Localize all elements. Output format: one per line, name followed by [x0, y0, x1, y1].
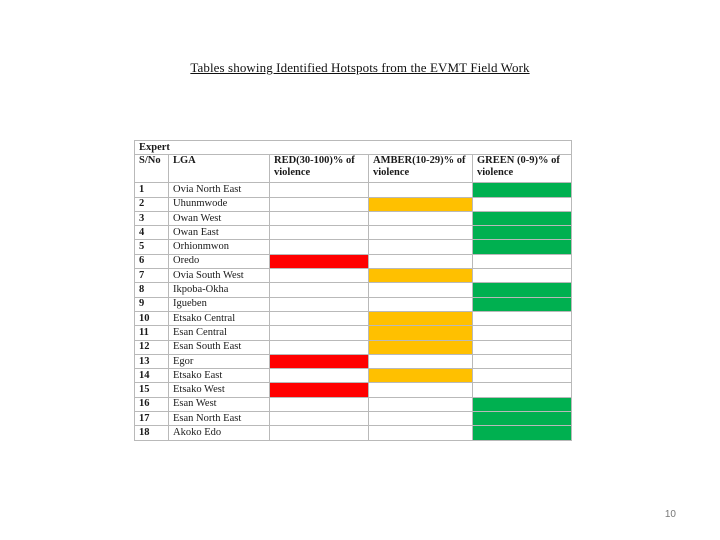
cell-green	[473, 311, 572, 325]
cell-amber	[369, 297, 473, 311]
cell-red	[270, 240, 369, 254]
row-sno: 3	[135, 211, 169, 225]
cell-red	[270, 183, 369, 197]
cell-red	[270, 354, 369, 368]
table-row	[135, 211, 572, 225]
cell-red	[270, 283, 369, 297]
cell-green	[473, 254, 572, 268]
row-sno: 13	[135, 354, 169, 368]
table-row	[135, 354, 572, 368]
row-sno: 15	[135, 383, 169, 397]
table-row	[135, 397, 572, 411]
cell-green	[473, 397, 572, 411]
cell-red	[270, 269, 369, 283]
row-sno: 8	[135, 283, 169, 297]
row-sno: 16	[135, 397, 169, 411]
header-lga: LGA	[169, 155, 270, 183]
table-row	[135, 426, 572, 440]
cell-amber	[369, 269, 473, 283]
header-sno: S/No	[135, 155, 169, 183]
cell-amber	[369, 211, 473, 225]
cell-amber	[369, 226, 473, 240]
row-lga: Owan East	[169, 226, 270, 240]
cell-amber	[369, 183, 473, 197]
row-lga: Esan Central	[169, 326, 270, 340]
cell-red	[270, 426, 369, 440]
row-sno: 4	[135, 226, 169, 240]
row-sno: 14	[135, 369, 169, 383]
cell-amber	[369, 254, 473, 268]
header-green: GREEN (0-9)% of violence	[473, 155, 572, 183]
cell-amber	[369, 383, 473, 397]
cell-amber	[369, 426, 473, 440]
cell-amber	[369, 354, 473, 368]
cell-red	[270, 197, 369, 211]
row-lga: Owan West	[169, 211, 270, 225]
row-lga: Esan South East	[169, 340, 270, 354]
table-row	[135, 412, 572, 426]
cell-green	[473, 426, 572, 440]
table-row	[135, 311, 572, 325]
cell-green	[473, 340, 572, 354]
table-caption: Expert	[135, 141, 572, 155]
row-sno: 2	[135, 197, 169, 211]
cell-amber	[369, 340, 473, 354]
row-lga: Egor	[169, 354, 270, 368]
cell-green	[473, 226, 572, 240]
cell-green	[473, 369, 572, 383]
header-amber: AMBER(10-29)% of violence	[369, 155, 473, 183]
row-sno: 11	[135, 326, 169, 340]
row-lga: Esan North East	[169, 412, 270, 426]
cell-amber	[369, 240, 473, 254]
row-sno: 12	[135, 340, 169, 354]
row-sno: 5	[135, 240, 169, 254]
cell-amber	[369, 283, 473, 297]
cell-red	[270, 369, 369, 383]
row-sno: 17	[135, 412, 169, 426]
row-lga: Igueben	[169, 297, 270, 311]
row-lga: Esan West	[169, 397, 270, 411]
row-lga: Ovia North East	[169, 183, 270, 197]
cell-green	[473, 269, 572, 283]
table-row	[135, 383, 572, 397]
cell-green	[473, 183, 572, 197]
cell-red	[270, 326, 369, 340]
cell-amber	[369, 197, 473, 211]
cell-red	[270, 340, 369, 354]
row-sno: 18	[135, 426, 169, 440]
cell-red	[270, 412, 369, 426]
cell-green	[473, 383, 572, 397]
table-row	[135, 197, 572, 211]
row-lga: Etsako East	[169, 369, 270, 383]
row-lga: Ovia South West	[169, 269, 270, 283]
row-lga: Oredo	[169, 254, 270, 268]
cell-amber	[369, 369, 473, 383]
table-row	[135, 340, 572, 354]
header-red: RED(30-100)% of violence	[270, 155, 369, 183]
slide-title: Tables showing Identified Hotspots from the EVMT Field Work	[190, 60, 530, 75]
cell-green	[473, 197, 572, 211]
cell-green	[473, 326, 572, 340]
row-lga: Orhionmwon	[169, 240, 270, 254]
row-sno: 10	[135, 311, 169, 325]
table-row	[135, 369, 572, 383]
cell-green	[473, 297, 572, 311]
row-lga: Etsako Central	[169, 311, 270, 325]
cell-green	[473, 412, 572, 426]
row-sno: 6	[135, 254, 169, 268]
row-lga: Etsako West	[169, 383, 270, 397]
table-header-row	[135, 155, 572, 183]
cell-red	[270, 254, 369, 268]
row-sno: 1	[135, 183, 169, 197]
cell-green	[473, 354, 572, 368]
table-row	[135, 240, 572, 254]
row-sno: 7	[135, 269, 169, 283]
cell-red	[270, 383, 369, 397]
row-lga: Akoko Edo	[169, 426, 270, 440]
table-row	[135, 226, 572, 240]
table-caption-row	[135, 141, 572, 155]
hotspot-table-container	[134, 140, 571, 441]
cell-green	[473, 240, 572, 254]
cell-red	[270, 226, 369, 240]
cell-red	[270, 397, 369, 411]
cell-amber	[369, 397, 473, 411]
hotspot-table	[134, 140, 572, 441]
row-lga: Ikpoba-Okha	[169, 283, 270, 297]
page-number: 10	[664, 509, 676, 520]
row-lga: Uhunmwode	[169, 197, 270, 211]
row-sno: 9	[135, 297, 169, 311]
cell-amber	[369, 412, 473, 426]
table-row	[135, 269, 572, 283]
cell-red	[270, 297, 369, 311]
table-row	[135, 297, 572, 311]
table-row	[135, 254, 572, 268]
cell-amber	[369, 326, 473, 340]
table-row	[135, 283, 572, 297]
cell-green	[473, 211, 572, 225]
table-row	[135, 326, 572, 340]
cell-green	[473, 283, 572, 297]
cell-amber	[369, 311, 473, 325]
cell-red	[270, 211, 369, 225]
cell-red	[270, 311, 369, 325]
table-row	[135, 183, 572, 197]
